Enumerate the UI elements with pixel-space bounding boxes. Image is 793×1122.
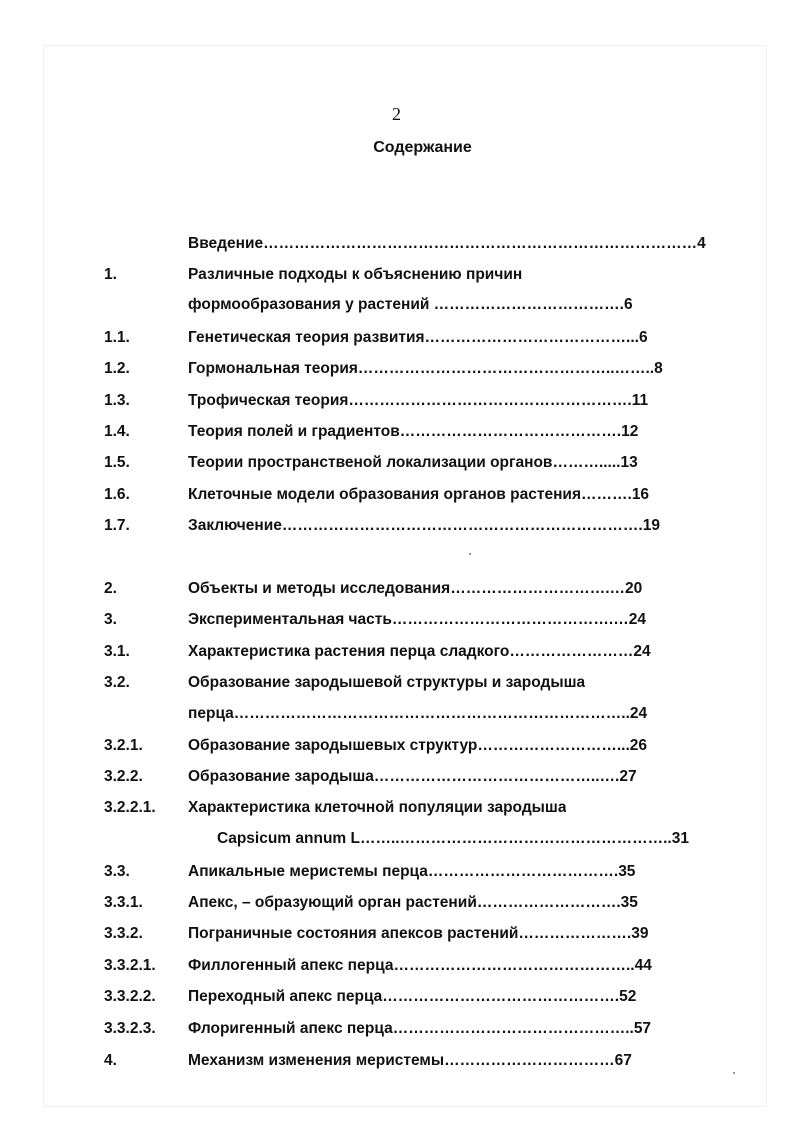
- toc-entry-text: [188, 578, 743, 600]
- scan-speck: [469, 553, 471, 555]
- document-page: [44, 46, 766, 1106]
- toc-entry-number: 1.1.: [104, 329, 130, 346]
- toc-entry-number: 3.: [104, 611, 117, 628]
- toc-entry-3-3-2-2: [0, 986, 793, 1008]
- toc-entry-title: Теория полей и градиентов…………………………………….: [188, 423, 622, 440]
- toc-entry-title: Клеточные модели образования органов растения……….: [188, 486, 632, 503]
- toc-entry-1-3: [0, 390, 793, 412]
- toc-entry-page: 35: [618, 863, 636, 880]
- toc-entry-number: 3.2.2.1.: [104, 799, 156, 816]
- toc-entry-text: [188, 672, 585, 694]
- toc-entry-title: Гормональная теория…………………………………………..……..: [188, 360, 655, 377]
- toc-entry-3-3-2-3: [0, 1018, 793, 1040]
- toc-entry-1: [0, 264, 793, 286]
- toc-entry-title: Пограничные состояния апексов растений………………….: [188, 925, 632, 942]
- toc-entry-title: Механизм изменения меристемы……………………………: [188, 1052, 615, 1069]
- toc-entry-page: 20: [625, 580, 643, 597]
- toc-entry-page: 19: [642, 517, 660, 534]
- toc-entry-page: 16: [631, 486, 650, 503]
- toc-entry-title: Capsicum annum L……..……………………………………………..: [217, 830, 672, 847]
- toc-entry-text: [188, 609, 743, 631]
- toc-entry-number: 4.: [104, 1052, 117, 1069]
- toc-title: Содержание: [373, 139, 472, 156]
- toc-entry-text: [188, 1050, 748, 1072]
- toc-entry-number: 3.3.2.2.: [104, 988, 156, 1005]
- toc-entry-text: [188, 515, 743, 537]
- toc-entry-3-2-1: [0, 735, 793, 757]
- toc-entry-page: 6: [624, 296, 633, 313]
- toc-entry-text: [188, 861, 748, 883]
- toc-entry-1-cont: [0, 294, 793, 316]
- toc-entry-title: Переходный апекс перца……………………………………….: [188, 988, 620, 1005]
- toc-entry-number: 3.2.: [104, 674, 130, 691]
- toc-entry-3-3: [0, 861, 793, 883]
- toc-entry-text: [188, 294, 740, 316]
- toc-entry-number: 3.3.2.1.: [104, 957, 156, 974]
- toc-entry-number: 1.: [104, 266, 117, 283]
- toc-entry-title: формообразования у растений ……………………………….: [188, 296, 624, 313]
- toc-entry-3-3-2: [0, 923, 793, 945]
- toc-entry-3-2: [0, 672, 793, 694]
- toc-entry-introduction: [0, 233, 793, 255]
- toc-entry-1-4: [0, 421, 793, 443]
- toc-entry-title: Теории пространственой локализации органов……….....: [188, 454, 621, 471]
- toc-entry-number: 1.3.: [104, 392, 130, 409]
- toc-entry-3-2-2-1: [0, 797, 793, 819]
- toc-entry-page: 27: [619, 768, 637, 785]
- toc-entry-text: [188, 892, 748, 914]
- toc-entry-3-2-2-1-cont: [0, 828, 793, 850]
- toc-entry-number: 3.3.2.3.: [104, 1020, 156, 1037]
- toc-entry-title: Флоригенный апекс перца………………………………………..: [188, 1020, 634, 1037]
- toc-entry-page: 39: [631, 925, 649, 942]
- toc-entry-title: Трофическая теория……………………………………………….: [188, 392, 632, 409]
- toc-entry-number: 2.: [104, 580, 117, 597]
- toc-entry-title: Заключение…………………………………………………………….: [188, 517, 643, 534]
- toc-entry-title: Объекты и методы исследования………………………….…: [188, 580, 626, 597]
- toc-entry-page: 24: [629, 705, 648, 722]
- toc-entry-title: Апекс, – образующий орган растений……………………….: [188, 894, 621, 911]
- page-number: 2: [392, 104, 401, 124]
- toc-entry-text: [188, 735, 748, 757]
- toc-entry-3-3-2-1: [0, 955, 793, 977]
- toc-entry-text: [188, 358, 740, 380]
- toc-entry-number: 3.1.: [104, 643, 130, 660]
- toc-entry-text: [188, 955, 750, 977]
- toc-entry-3-2-cont: [0, 703, 793, 725]
- toc-entry-page: 57: [633, 1020, 652, 1037]
- toc-entry-text: [188, 421, 743, 443]
- toc-entry-title: перца…………………………………………………………………..: [188, 705, 630, 722]
- toc-entry-text: [188, 923, 748, 945]
- toc-entry-number: 1.5.: [104, 454, 130, 471]
- toc-entry-title: Характеристика клеточной популяции зародыша: [188, 799, 567, 816]
- toc-entry-3-1: [0, 641, 793, 663]
- toc-entry-page: 13: [620, 454, 638, 471]
- toc-entry-page: 35: [620, 894, 638, 911]
- toc-entry-number: 3.2.1.: [104, 737, 143, 754]
- toc-entry-text: [188, 327, 740, 349]
- toc-entry-page: 6: [638, 329, 648, 346]
- toc-entry-text: [217, 828, 752, 850]
- toc-entry-title: Апикальные меристемы перца……………………………….: [188, 863, 619, 880]
- toc-entry-3: [0, 609, 793, 631]
- toc-entry-title: Экспериментальная часть…………………………………….…: [188, 611, 629, 628]
- toc-entry-page: 24: [628, 611, 646, 628]
- toc-entry-number: 3.3.2.: [104, 925, 143, 942]
- toc-entry-title: Филлогенный апекс перца………………………………………..: [188, 957, 635, 974]
- toc-entry-text: [188, 452, 743, 474]
- toc-entry-text: [188, 484, 743, 506]
- toc-entry-2: [0, 578, 793, 600]
- toc-entry-page: 26: [629, 737, 647, 754]
- toc-entry-3-3-1: [0, 892, 793, 914]
- toc-entry-1-1: [0, 327, 793, 349]
- toc-entry-page: 24: [633, 643, 651, 660]
- toc-entry-1-5: [0, 452, 793, 474]
- toc-entry-title: Образование зародышевых структур………………………...: [188, 737, 630, 754]
- toc-entry-page: 4: [697, 235, 706, 252]
- toc-entry-page: 12: [621, 423, 639, 440]
- toc-entry-title: Характеристика растения перца сладкого……………………: [188, 643, 634, 660]
- toc-entry-number: 3.3.: [104, 863, 130, 880]
- toc-entry-page: 31: [671, 830, 689, 847]
- toc-entry-number: 1.7.: [104, 517, 130, 534]
- toc-entry-number: 1.2.: [104, 360, 130, 377]
- toc-entry-text: [188, 986, 748, 1008]
- toc-entry-page: 67: [614, 1052, 632, 1069]
- toc-entry-title: Генетическая теория развития…………………………………...: [188, 329, 639, 346]
- toc-entry-text: [188, 703, 746, 725]
- toc-entry-text: [188, 233, 738, 255]
- toc-entry-page: 52: [619, 988, 637, 1005]
- toc-entry-number: 3.3.1.: [104, 894, 143, 911]
- toc-entry-title: Введение…………………………………………………………………………: [188, 235, 698, 252]
- toc-entry-title: Образование зародыша……………………………………..….: [188, 768, 620, 785]
- toc-entry-title: Образование зародышевой структуры и зародыша: [188, 674, 586, 691]
- toc-entry-1-2: [0, 358, 793, 380]
- toc-entry-text: [188, 641, 748, 663]
- toc-entry-number: 3.2.2.: [104, 768, 143, 785]
- toc-entry-3-2-2: [0, 766, 793, 788]
- toc-entry-text: [188, 1018, 750, 1040]
- toc-entry-number: 1.6.: [104, 486, 130, 503]
- toc-entry-number: 1.4.: [104, 423, 130, 440]
- toc-entry-title: Различные подходы к объяснению причин: [188, 266, 523, 283]
- toc-entry-text: [188, 390, 743, 412]
- toc-entry-text: [188, 766, 748, 788]
- toc-entry-page: 44: [634, 957, 652, 974]
- toc-entry-page: 11: [631, 392, 649, 409]
- toc-entry-4: [0, 1050, 793, 1072]
- toc-entry-text: [188, 264, 522, 286]
- toc-entry-1-7: [0, 515, 793, 537]
- toc-entry-1-6: [0, 484, 793, 506]
- scan-speck: [733, 1072, 735, 1074]
- toc-entry-page: 8: [654, 360, 663, 377]
- toc-entry-text: [188, 797, 566, 819]
